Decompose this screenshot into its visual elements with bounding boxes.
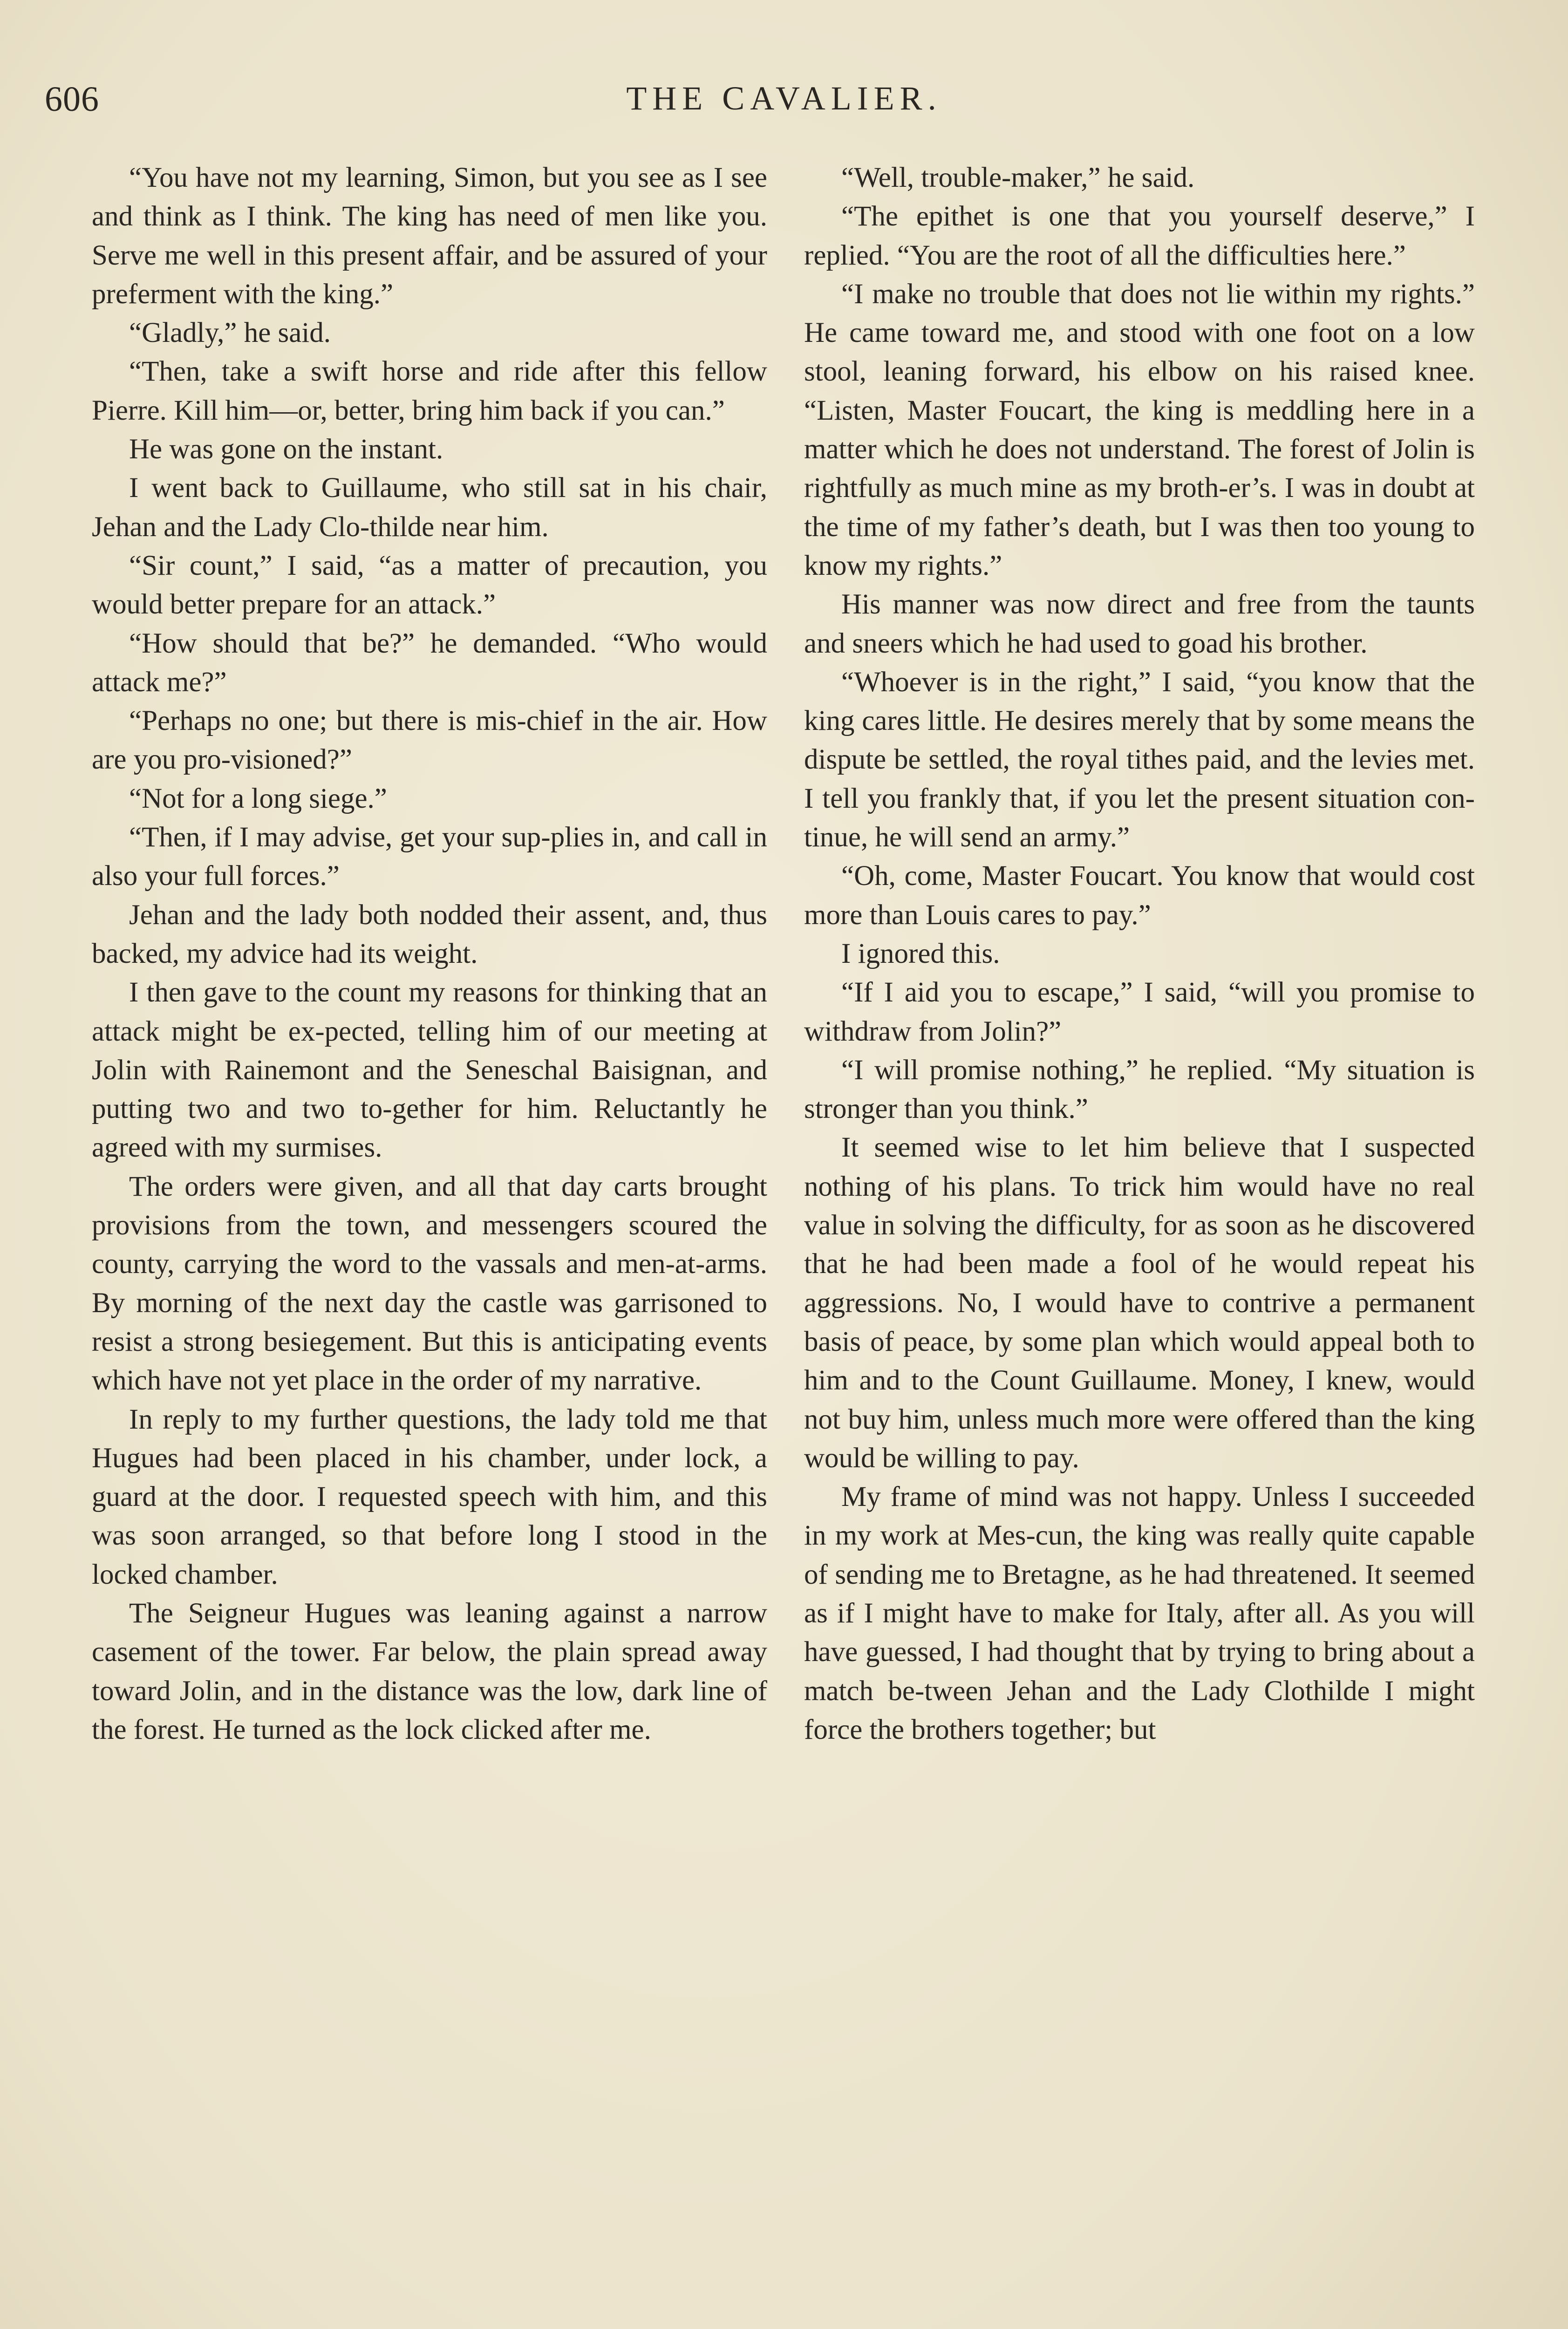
page-number: 606 (45, 80, 99, 119)
paragraph: “Not for a long siege.” (129, 783, 387, 814)
paragraph: The orders were given, and all that day carts brought provisions from the town, and messengers scoured the county, carrying the word to the vassals and men-at-arms. By morning of the next day the castle was garrisoned to resist a strong besiegement. But this is anticipating events which have not yet place in the order of my narrative. (92, 1171, 767, 1396)
running-head (45, 79, 1523, 130)
paragraph: “Then, take a swift horse and ride after this fellow Pierre. Kill him—or, better, bring him back if you can.” (92, 356, 767, 426)
paragraph: I ignored this. (841, 938, 1000, 969)
paragraph: “Gladly,” he said. (129, 317, 331, 349)
paragraph: “How should that be?” he demanded. “Who would attack me?” (92, 627, 767, 698)
paragraph: I then gave to the count my reasons for thinking that an attack might be ex-pected, telling him of our meeting at Jolin with Rainemont and the Seneschal Baisignan, and putting two and two to-gether for him. Reluctantly he agreed with my surmises. (92, 977, 767, 1164)
paragraph: “The epithet is one that you yourself deserve,” I replied. “You are the root of all the difficulties here.” (804, 201, 1475, 271)
journal-title: THE CAVALIER. (626, 80, 942, 117)
paragraph: “You have not my learning, Simon, but you see as I see and think as I think. The king has need of men like you. Serve me well in this present affair, and be assured of your preferment with the king.” (92, 162, 767, 310)
paragraph: I went back to Guillaume, who still sat in his chair, Jehan and the Lady Clo-thilde near him. (92, 472, 767, 543)
paragraph: “Well, trouble-maker,” he said. (841, 162, 1195, 193)
paragraph: “Sir count,” I said, “as a matter of precaution, you would better prepare for an attack.” (92, 550, 767, 620)
paragraph: The Seigneur Hugues was leaning against a narrow casement of the tower. Far below, the plain spread away toward Jolin, and in the distance was the low, dark line of the forest. He turned as the lock clicked after me. (92, 1597, 767, 1745)
paragraph: His manner was now direct and free from the taunts and sneers which he had used to goad his brother. (804, 589, 1475, 659)
paragraph: “I will promise nothing,” he replied. “My situation is stronger than you think.” (804, 1054, 1475, 1125)
paragraph: “If I aid you to escape,” I said, “will you promise to withdraw from Jolin?” (804, 977, 1475, 1047)
paragraph: “Whoever is in the right,” I said, “you know that the king cares little. He desires merely that by some means the dispute be settled, the royal tithes paid, and the levies met. I tell you frankly that, if you let the present situation con-tinue, he will send an army.” (804, 666, 1475, 853)
text-column-left (92, 158, 767, 1749)
paragraph: “Then, if I may advise, get your sup-plies in, and call in also your full forces.” (92, 822, 767, 892)
paragraph: “I make no trouble that does not lie within my rights.” He came toward me, and stood with one foot on a low stool, leaning forward, his elbow on his raised knee. “Listen, Master Foucart, the king is meddling here in a matter which he does not understand. The forest of Jolin is rightfully as much mine as my broth-er’s. I was in doubt at the time of my father’s death, but I was then too young to know my rights.” (804, 278, 1475, 581)
paragraph: “Perhaps no one; but there is mis-chief in the air. How are you pro-visioned?” (92, 705, 767, 776)
paragraph: My frame of mind was not happy. Unless I succeeded in my work at Mes-cun, the king was really quite capable of sending me to Bretagne, as he had threatened. It seemed as if I might have to make for Italy, after all. As you will have guessed, I had thought that by trying to bring about a match be-tween Jehan and the Lady Clothilde I might force the brothers together; but (804, 1481, 1475, 1745)
paragraph: Jehan and the lady both nodded their assent, and, thus backed, my advice had its weight. (92, 899, 767, 969)
paragraph: In reply to my further questions, the lady told me that Hugues had been placed in his chamber, under lock, a guard at the door. I requested speech with him, and this was soon arranged, so that before long I stood in the locked chamber. (92, 1403, 767, 1590)
text-column-right (804, 158, 1475, 1749)
paragraph: “Oh, come, Master Foucart. You know that would cost more than Louis cares to pay.” (804, 860, 1475, 931)
paragraph: It seemed wise to let him believe that I suspected nothing of his plans. To trick him would have no real value in solving the difficulty, for as soon as he discovered that he had been made a fool of he would repeat his aggressions. No, I would have to contrive a permanent basis of peace, by some plan which would appeal both to him and to the Count Guillaume. Money, I knew, would not buy him, unless much more were offered than the king would be willing to pay. (804, 1132, 1475, 1474)
paragraph: He was gone on the instant. (129, 434, 443, 465)
